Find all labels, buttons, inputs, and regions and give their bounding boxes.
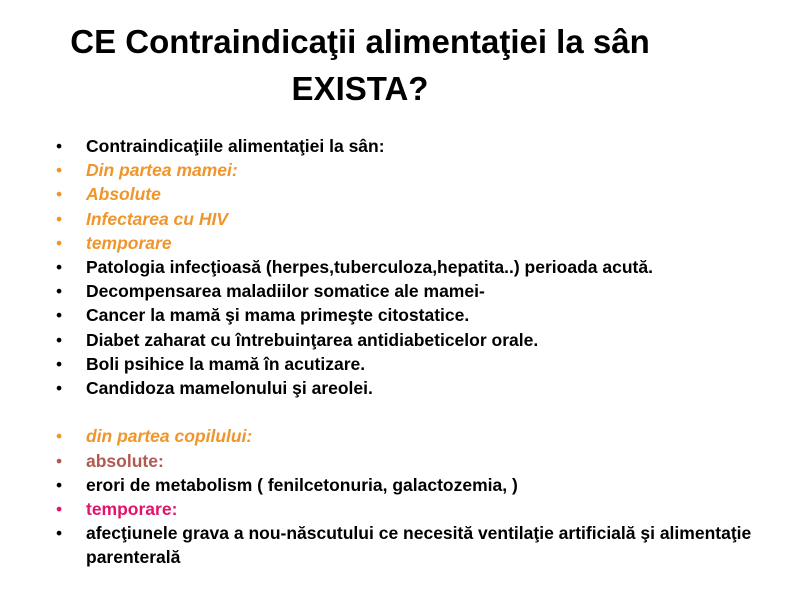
bullet-text: temporare [86, 232, 172, 253]
bullet-item-patologia [56, 255, 776, 279]
bullet-icon: • [56, 450, 63, 471]
bullet-icon: • [56, 257, 63, 278]
slide-title [0, 18, 720, 112]
bullet-text: Decompensarea maladiilor somatice ale mamei- [86, 281, 485, 302]
bullet-item-boli-psihice [56, 352, 776, 376]
bullet-item-din-partea-mamei [56, 158, 776, 182]
bullet-icon: • [56, 426, 63, 447]
bullet-item-afectiunele [56, 521, 776, 569]
bullet-item-temporare [56, 231, 776, 255]
bullet-icon: • [56, 378, 63, 399]
bullet-item-cancer [56, 303, 776, 327]
slide-title-line-1: CE Contraindicaţii alimentaţiei la sân [70, 23, 650, 60]
bullet-item-absolute-copil [56, 449, 776, 473]
bullet-icon: • [56, 329, 63, 350]
bullet-text: Boli psihice la mamă în acutizare. [86, 353, 366, 374]
bullet-item-din-partea-copilului [56, 424, 776, 448]
bullet-text: Patologia infecţioasă (herpes,tuberculoza,hepatita..) perioada acută. [86, 257, 653, 278]
bullet-text: temporare: [86, 499, 178, 520]
bullet-item-candidoza [56, 376, 776, 400]
bullet-item-erori-metabolism [56, 473, 776, 497]
bullet-text: Absolute [86, 184, 161, 205]
slide-title-line-2: EXISTA? [291, 70, 429, 107]
bullet-item-contraindicatii [56, 134, 776, 158]
bullet-icon: • [56, 353, 63, 374]
bullet-item-temporare-copil [56, 497, 776, 521]
bullet-icon: • [56, 523, 63, 544]
bullet-spacer [56, 400, 776, 424]
bullet-icon: • [56, 208, 63, 229]
bullet-icon: • [56, 499, 63, 520]
bullet-item-hiv [56, 207, 776, 231]
bullet-text: Cancer la mamă şi mama primeşte citostatice. [86, 305, 470, 326]
bullet-text: Candidoza mamelonului şi areolei. [86, 378, 373, 399]
bullet-item-diabet [56, 328, 776, 352]
bullet-text: din partea copilului: [86, 426, 253, 447]
bullet-icon: • [56, 160, 63, 181]
bullet-text: afecţiunele grava a nou-născutului ce necesită ventilaţie artificială şi alimentaţie parenterală [86, 523, 752, 568]
bullet-text: Din partea mamei: [86, 160, 238, 181]
bullet-text: Diabet zaharat cu întrebuinţarea antidiabeticelor orale. [86, 329, 539, 350]
bullet-item-decompensarea [56, 279, 776, 303]
bullet-icon: • [56, 305, 63, 326]
bullet-text: absolute: [86, 450, 164, 471]
bullet-list [56, 134, 776, 570]
bullet-text: erori de metabolism ( fenilcetonuria, galactozemia, ) [86, 474, 518, 495]
bullet-text: Infectarea cu HIV [86, 208, 228, 229]
bullet-icon: • [56, 474, 63, 495]
bullet-icon: • [56, 184, 63, 205]
bullet-text: Contraindicaţiile alimentaţiei la sân: [86, 136, 385, 156]
bullet-icon: • [56, 281, 63, 302]
bullet-icon: • [56, 232, 63, 253]
bullet-item-absolute [56, 182, 776, 206]
bullet-icon: • [56, 136, 63, 156]
